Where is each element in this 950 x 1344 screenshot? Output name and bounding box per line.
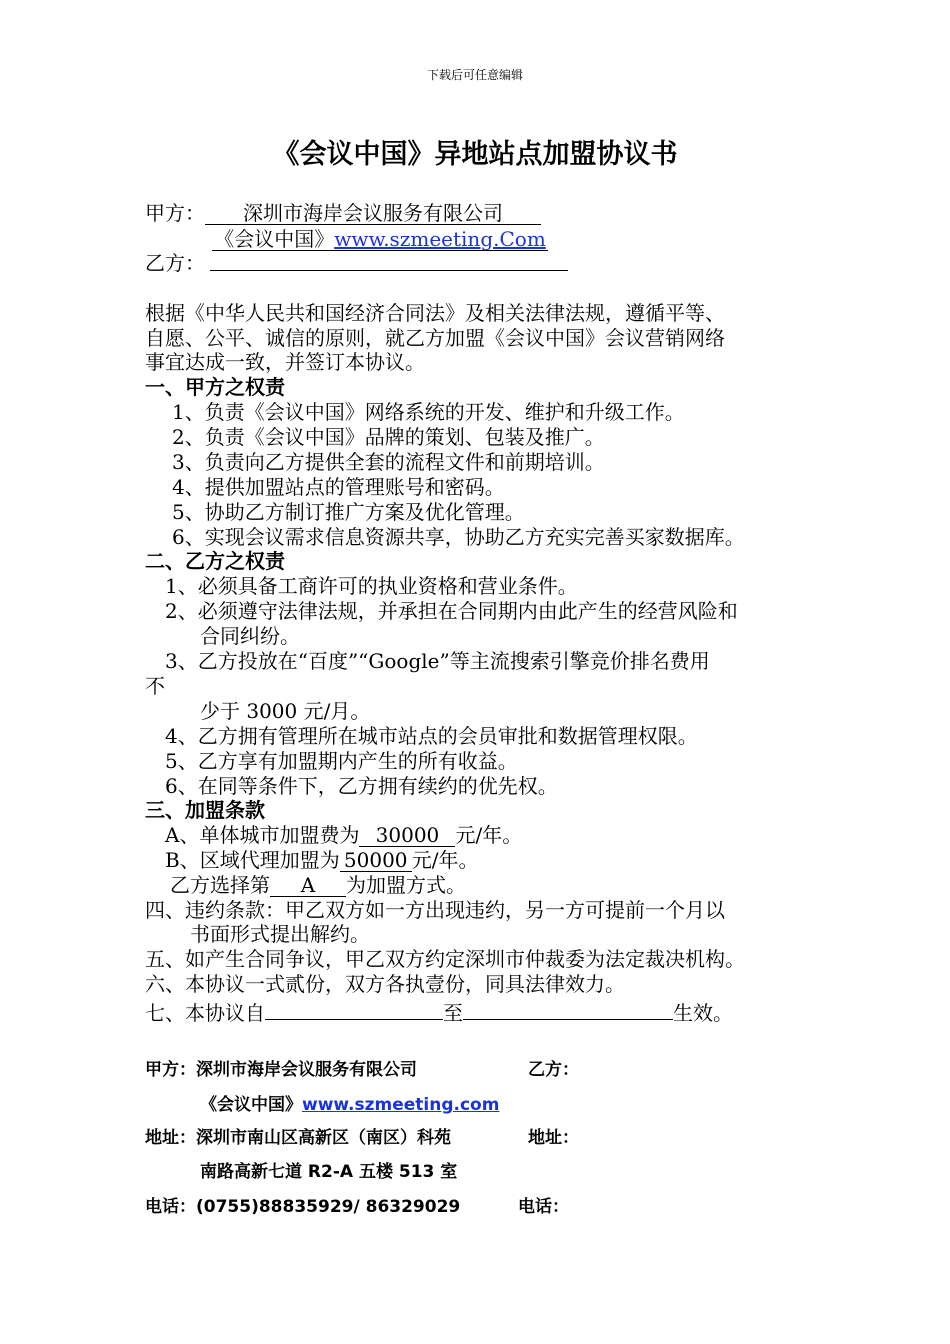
sig-brand: 《会议中国》 bbox=[200, 1095, 302, 1115]
sig-phone-b: 电话： bbox=[518, 1197, 569, 1217]
party-a-brand: 《会议中国》 bbox=[214, 227, 335, 251]
section1-item-1: 1、负责《会议中国》网络系统的开发、维护和升级工作。 bbox=[172, 400, 685, 424]
document-title: 《会议中国》异地站点加盟协议书 bbox=[272, 139, 678, 170]
section1-heading: 一、甲方之权责 bbox=[145, 375, 285, 399]
sig-brand-line bbox=[200, 1094, 499, 1116]
intro-line-2: 自愿、公平、诚信的原则，就乙方加盟《会议中国》会议营销网络 bbox=[145, 326, 725, 350]
section2-item-6: 6、在同等条件下，乙方拥有续约的优先权。 bbox=[165, 774, 558, 798]
sig-address-a1: 地址：深圳市南山区高新区（南区）科苑 bbox=[145, 1128, 451, 1148]
section2-item-5: 5、乙方享有加盟期内产生的所有收益。 bbox=[165, 749, 518, 773]
sig-address-b: 地址： bbox=[528, 1128, 579, 1148]
party-b-blank bbox=[210, 270, 568, 271]
party-a-name: 深圳市海岸会议服务有限公司 bbox=[205, 202, 541, 225]
fee-regional-label: B、区域代理加盟为 bbox=[165, 848, 340, 872]
clause-4a: 四、违约条款：甲乙双方如一方出现违约，另一方可提前一个月以 bbox=[145, 898, 725, 922]
section2-heading: 二、乙方之权责 bbox=[145, 549, 285, 573]
sig-url-link[interactable]: www.szmeeting.com bbox=[302, 1095, 500, 1115]
sig-phone-a: 电话：(0755)88835929/ 86329029 bbox=[145, 1197, 461, 1217]
clause-5: 五、如产生合同争议，甲乙双方约定深圳市仲裁委为法定裁决机构。 bbox=[145, 947, 745, 971]
sig-party-b: 乙方： bbox=[528, 1060, 579, 1080]
section2-item-2a: 2、必须遵守法律法规，并承担在合同期内由此产生的经营风险和 bbox=[165, 599, 738, 623]
section2-item-2b: 合同纠纷。 bbox=[200, 624, 300, 648]
clause-7-suffix: 生效。 bbox=[673, 1001, 733, 1025]
section1-item-6: 6、实现会议需求信息资源共享，协助乙方充实完善买家数据库。 bbox=[172, 525, 745, 549]
clause-6: 六、本协议一式贰份，双方各执壹份，同具法律效力。 bbox=[145, 972, 625, 996]
clause-7-prefix: 七、本协议自 bbox=[145, 1001, 265, 1025]
fee-single-city-value: 30000 bbox=[359, 824, 455, 847]
section1-item-4: 4、提供加盟站点的管理账号和密码。 bbox=[172, 475, 505, 499]
section1-item-5: 5、协助乙方制订推广方案及优化管理。 bbox=[172, 500, 525, 524]
clause-4b: 书面形式提出解约。 bbox=[190, 922, 370, 946]
section2-item-3b: 不 bbox=[145, 674, 165, 698]
party-a-label: 甲方： bbox=[145, 201, 205, 225]
clause-7 bbox=[145, 997, 733, 1025]
party-b-label: 乙方： bbox=[145, 251, 205, 275]
section2-item-3c: 少于 3000 元/月。 bbox=[200, 699, 371, 723]
join-choice bbox=[170, 873, 466, 897]
section3-heading: 三、加盟条款 bbox=[145, 798, 265, 822]
fee-single-city-label: A、单体城市加盟费为 bbox=[165, 823, 360, 847]
fee-regional-unit: 元/年。 bbox=[411, 848, 479, 872]
section2-item-3a: 3、乙方投放在“百度”“Google”等主流搜索引擎竞价排名费用 bbox=[165, 649, 710, 673]
section1-item-2: 2、负责《会议中国》品牌的策划、包装及推广。 bbox=[172, 425, 605, 449]
fee-regional-value: 50000 bbox=[340, 849, 412, 872]
clause-7-end-blank bbox=[463, 997, 673, 1020]
sig-party-a: 甲方：深圳市海岸会议服务有限公司 bbox=[145, 1060, 417, 1080]
party-a-url-link[interactable]: www.szmeeting.Com bbox=[334, 227, 546, 251]
sig-address-a2: 南路高新七道 R2-A 五楼 513 室 bbox=[200, 1162, 458, 1182]
section1-item-3: 3、负责向乙方提供全套的流程文件和前期培训。 bbox=[172, 450, 605, 474]
party-a-line bbox=[145, 201, 541, 225]
section2-item-4: 4、乙方拥有管理所在城市站点的会员审批和数据管理权限。 bbox=[165, 724, 698, 748]
join-choice-suffix: 为加盟方式。 bbox=[346, 873, 466, 897]
clause-7-start-blank bbox=[265, 997, 443, 1020]
party-a-brand-line bbox=[212, 227, 548, 251]
intro-line-3: 事宜达成一致，并签订本协议。 bbox=[145, 350, 425, 374]
party-a-brand-field bbox=[212, 228, 548, 251]
clause-7-mid: 至 bbox=[443, 1001, 463, 1025]
join-choice-value: A bbox=[270, 874, 346, 897]
fee-single-city-unit: 元/年。 bbox=[455, 823, 523, 847]
section2-item-1: 1、必须具备工商许可的执业资格和营业条件。 bbox=[165, 574, 578, 598]
join-choice-label: 乙方选择第 bbox=[170, 873, 270, 897]
intro-line-1: 根据《中华人民共和国经济合同法》及相关法律法规，遵循平等、 bbox=[145, 301, 725, 325]
fee-regional bbox=[165, 848, 478, 872]
header-note: 下载后可任意编辑 bbox=[426, 68, 523, 82]
fee-single-city bbox=[165, 823, 522, 847]
